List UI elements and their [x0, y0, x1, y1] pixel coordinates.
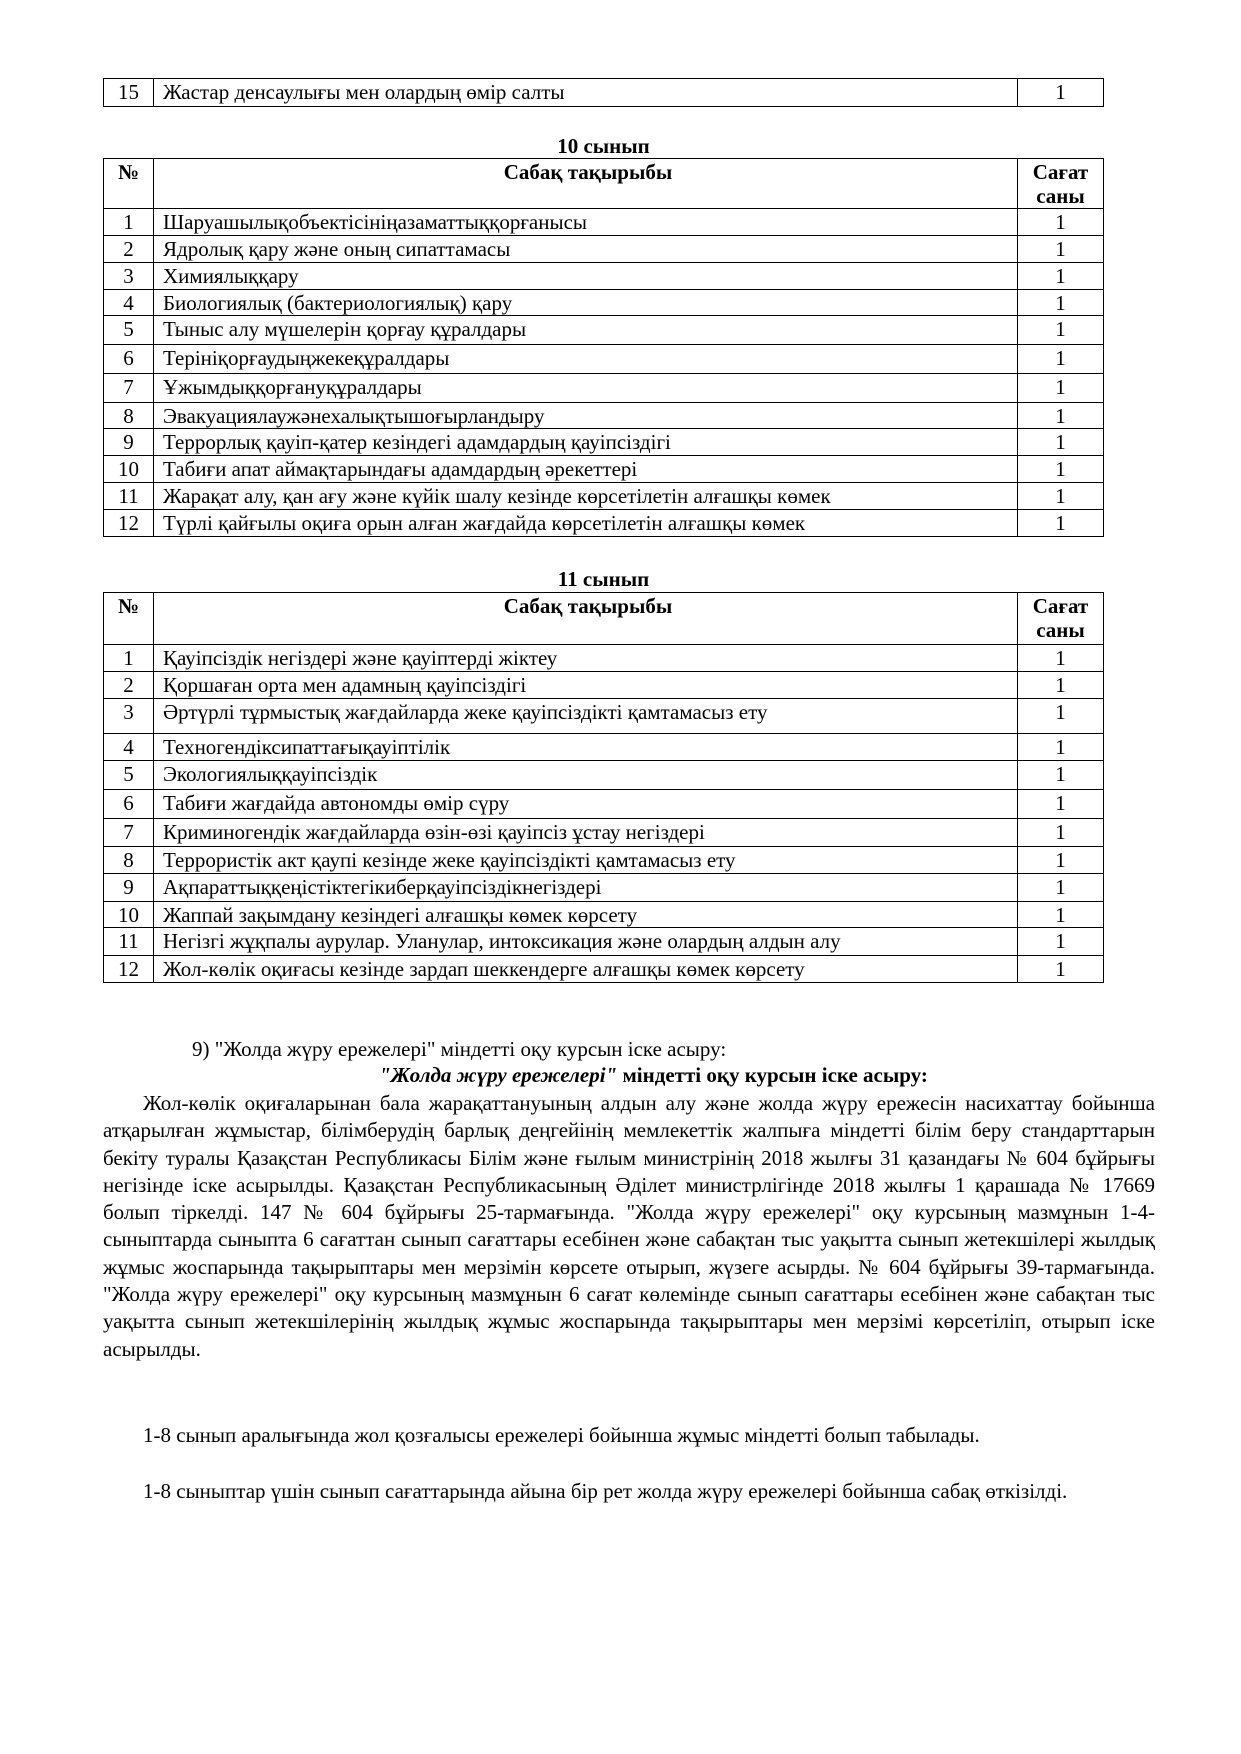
table-row [104, 761, 1104, 790]
paragraph-1: Жол-көлік оқиғаларынан бала жарақаттануының алдын алу және жолда жүру ережесін насихаттау бойынша атқарылған жұмыстар, білімберудің барлық деңгейінің мемлекеттік жалпыға міндетті білім беру стандарттарын бекіту туралы Қазақстан Республикасы Білім және ғылым министрінің 2018 жылғы 31 қазандағы № 604 бұйрығы негізінде іске асырылды. Қазақстан Республикасының Әділет министрлігінде 2018 жылғы 1 қарашада № 17669 болып тіркелді. 147 № 604 бұйрығы 25-тармағында. "Жолда жүру ережелері" оқу курсының мазмұнын 1-4-сыныптарда сыныпта 6 сағаттан сынып сағаттары есебінен және сабақтан тыс уақытта сынып жетекшілері жылдық жұмыс жоспарында тақырыптары мен мерзімін көрсете отырып, жүзеге асырды. № 604 бұйрығы 39-тармағында. "Жолда жүру ережелері" оқу курсының мазмұнын 6 сағат көлемінде сынып сағаттары есебінен және сабақтан тыс уақытта сынып жетекшілерінің жылдық жұмыс жоспарында тақырыптары мен мерзімі көрсетіліп, отырып іске асырылды. [103, 1091, 1155, 1361]
grade11-rows [104, 645, 1104, 983]
lesson-title: Химиялыққару [154, 263, 1018, 290]
lesson-title: Жол-көлік оқиғасы кезінде зардап шеккендерге алғашқы көмек көрсету [154, 956, 1018, 983]
row-number: 11 [104, 483, 154, 510]
table-row [104, 236, 1104, 263]
lesson-hours: 1 [1018, 928, 1104, 956]
row-number: 10 [104, 456, 154, 483]
table-row [104, 374, 1104, 403]
row-number: 9 [104, 874, 154, 902]
table-header-row [104, 159, 1104, 209]
table-row [104, 456, 1104, 483]
table-row [104, 699, 1104, 734]
lesson-hours: 1 [1018, 819, 1104, 847]
row-number: 2 [104, 236, 154, 263]
lesson-title: Қоршаған орта мен адамның қауіпсіздігі [154, 672, 1018, 699]
lesson-hours: 1 [1018, 263, 1104, 290]
lesson-hours: 1 [1018, 429, 1104, 456]
header-number: № [104, 159, 154, 209]
lesson-hours: 1 [1018, 874, 1104, 902]
row-number: 15 [104, 79, 154, 107]
lesson-hours: 1 [1018, 236, 1104, 263]
table-row [104, 290, 1104, 316]
lesson-title: Жастар денсаулығы мен олардың өмір салты [154, 79, 1018, 107]
row-number: 6 [104, 790, 154, 819]
lesson-hours: 1 [1018, 345, 1104, 374]
table-header-row [104, 593, 1104, 645]
grade10-caption: 10 сынып [557, 134, 650, 158]
table-row [104, 79, 1104, 107]
table-row [104, 928, 1104, 956]
row-number: 1 [104, 645, 154, 672]
lesson-title: Биологиялық (бактериологиялық) қару [154, 290, 1018, 316]
row-number: 5 [104, 761, 154, 790]
lesson-title: Техногендіксипаттағықауіптілік [154, 734, 1018, 761]
row-number: 1 [104, 209, 154, 236]
lesson-hours: 1 [1018, 699, 1104, 734]
lesson-title: Террорлық қауіп-қатер кезіндегі адамдардың қауіпсіздігі [154, 429, 1018, 456]
table-row [104, 483, 1104, 510]
row-number: 7 [104, 819, 154, 847]
lesson-hours: 1 [1018, 956, 1104, 983]
row-number: 12 [104, 956, 154, 983]
grade11-caption: 11 сынып [557, 567, 650, 591]
table-row [104, 672, 1104, 699]
lesson-title: Криминогендік жағдайларда өзін-өзі қауіпсіз ұстау негіздері [154, 819, 1018, 847]
table-row [104, 734, 1104, 761]
table-row [104, 403, 1104, 429]
table-row [104, 263, 1104, 290]
header-number: № [104, 593, 154, 645]
section-heading [152, 1063, 1155, 1088]
previous-table-continuation [103, 78, 1104, 107]
lesson-hours: 1 [1018, 209, 1104, 236]
table-row [104, 874, 1104, 902]
table-row [104, 645, 1104, 672]
lesson-title: Негізгі жұқпалы аурулар. Уланулар, интоксикация және олардың алдын алу [154, 928, 1018, 956]
lesson-title: Шаруашылықобъектісініңазаматтыққорғанысы [154, 209, 1018, 236]
lesson-hours: 1 [1018, 847, 1104, 874]
lesson-title: Тыныс алу мүшелерін қорғау құралдары [154, 316, 1018, 345]
lesson-hours: 1 [1018, 645, 1104, 672]
row-number: 5 [104, 316, 154, 345]
lesson-hours: 1 [1018, 79, 1104, 107]
table-row [104, 429, 1104, 456]
row-number: 9 [104, 429, 154, 456]
header-hours: Сағат саны [1018, 593, 1104, 645]
lesson-title: Террористік акт қаупі кезінде жеке қауіпсіздікті қамтамасыз ету [154, 847, 1018, 874]
lesson-title: Терініқорғаудыңжекеқұралдары [154, 345, 1018, 374]
row-number: 2 [104, 672, 154, 699]
table-row [104, 209, 1104, 236]
lesson-title: Табиғи апат аймақтарындағы адамдардың әрекеттері [154, 456, 1018, 483]
lesson-hours: 1 [1018, 403, 1104, 429]
row-number: 8 [104, 403, 154, 429]
section-heading-rest: міндетті оқу курсын іске асыру: [617, 1063, 928, 1087]
row-number: 4 [104, 734, 154, 761]
lesson-title: Ұжымдыққорғануқұралдары [154, 374, 1018, 403]
table-row [104, 902, 1104, 928]
lesson-title: Әртүрлі тұрмыстық жағдайларда жеке қауіпсіздікті қамтамасыз ету [154, 699, 1018, 734]
table-row [104, 847, 1104, 874]
lesson-title: Түрлі қайғылы оқиға орын алған жағдайда көрсетілетін алғашқы көмек [154, 510, 1018, 537]
row-number: 11 [104, 928, 154, 956]
table-row [104, 316, 1104, 345]
table-row [104, 956, 1104, 983]
lesson-title: Жаппай зақымдану кезіндегі алғашқы көмек көрсету [154, 902, 1018, 928]
lesson-title: Ақпараттыққеңістіктегікиберқауіпсіздікнегіздері [154, 874, 1018, 902]
table-row [104, 510, 1104, 537]
row-number: 7 [104, 374, 154, 403]
lesson-title: Қауіпсіздік негіздері және қауіптерді жіктеу [154, 645, 1018, 672]
table-row [104, 345, 1104, 374]
grade10-rows [104, 209, 1104, 537]
lesson-hours: 1 [1018, 790, 1104, 819]
lesson-title: Табиғи жағдайда автономды өмір сүру [154, 790, 1018, 819]
header-hours: Сағат саны [1018, 159, 1104, 209]
grade10-table [103, 158, 1104, 537]
row-number: 3 [104, 699, 154, 734]
row-number: 6 [104, 345, 154, 374]
lesson-hours: 1 [1018, 902, 1104, 928]
grade11-table [103, 592, 1104, 983]
lesson-hours: 1 [1018, 761, 1104, 790]
lesson-hours: 1 [1018, 672, 1104, 699]
paragraph-3: 1-8 сыныптар үшін сынып сағаттарында айына бір рет жолда жүру ережелері бойынша сабақ өткізілді. [143, 1479, 1068, 1503]
row-number: 4 [104, 290, 154, 316]
lesson-hours: 1 [1018, 316, 1104, 345]
lesson-hours: 1 [1018, 734, 1104, 761]
row-number: 3 [104, 263, 154, 290]
header-title: Сабақ тақырыбы [154, 159, 1018, 209]
lesson-hours: 1 [1018, 483, 1104, 510]
lesson-title: Экологиялыққауіпсіздік [154, 761, 1018, 790]
lesson-title: Эвакуациялаужәнехалықтышоғырландыру [154, 403, 1018, 429]
lesson-title: Жарақат алу, қан ағу және күйік шалу кезінде көрсетілетін алғашқы көмек [154, 483, 1018, 510]
table-row [104, 790, 1104, 819]
lesson-title: Ядролық қару және оның сипаттамасы [154, 236, 1018, 263]
section-intro: 9) "Жолда жүру ережелері" міндетті оқу курсын іске асыру: [192, 1037, 727, 1061]
row-number: 12 [104, 510, 154, 537]
row-number: 10 [104, 902, 154, 928]
table-row [104, 819, 1104, 847]
section-heading-italic: "Жолда жүру ережелері" [379, 1063, 618, 1087]
paragraph-2: 1-8 сынып аралығында жол қозғалысы ережелері бойынша жұмыс міндетті болып табылады. [143, 1423, 980, 1447]
lesson-hours: 1 [1018, 374, 1104, 403]
lesson-hours: 1 [1018, 456, 1104, 483]
row-number: 8 [104, 847, 154, 874]
header-title: Сабақ тақырыбы [154, 593, 1018, 645]
lesson-hours: 1 [1018, 510, 1104, 537]
lesson-hours: 1 [1018, 290, 1104, 316]
